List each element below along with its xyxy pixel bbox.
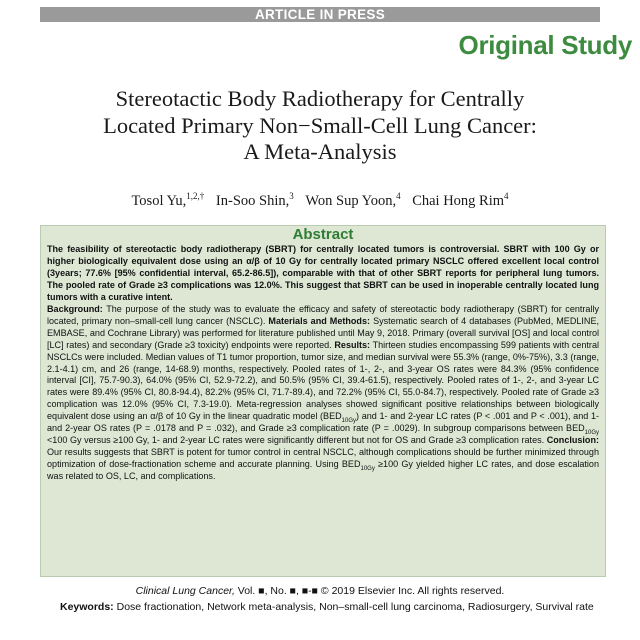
journal-name[interactable]: Clinical Lung Cancer, (135, 585, 235, 597)
title-line-3: A Meta-Analysis (243, 139, 397, 164)
title-line-1: Stereotactic Body Radiotherapy for Centrally (115, 86, 525, 111)
author[interactable] (305, 193, 400, 209)
author[interactable] (131, 193, 204, 209)
bed-subscript: 10Gy (360, 465, 375, 472)
background-label: Background: (47, 303, 103, 314)
abstract-heading: Abstract (292, 226, 354, 243)
abstract-body (47, 244, 599, 483)
author-list (20, 191, 620, 210)
section-label: Original Study (458, 30, 632, 60)
keywords-text: Dose fractionation, Network meta-analysis, Non–small-cell lung carcinoma, Radiosurgery, Survival rate (116, 601, 594, 613)
author-affiliation: 1,2,† (186, 191, 205, 201)
summary-line: SBRT reports for peripheral lung tumors. The pooled rate of Grade ≥3 complications was 12.0%. This suggest (47, 267, 600, 290)
methods-text: Systematic search of 4 databases (PubMed, MEDLINE, EMBASE, and Cochrane Library) was performed for literature published until May 9, 2018. Primary (overall survival [OS] and local control [LC] rates) and secondary (Grade ≥3 toxicity) endpoints were reported. (47, 315, 599, 350)
author-name: In-Soo Shin, (215, 192, 290, 209)
conclusion-text: Our results suggests that SBRT is potent for tumor control in central NSCLC, although complications should be further minimized through optimization of dose-fractionation scheme and accurate planning. Using BED (47, 447, 599, 470)
results-label: Results: (334, 339, 371, 350)
results-text: ) and 1- and 2-year LC rates (P < .001 and P < .001), and 1- and 2-year OS rates (P = .0178 and P = .032), and Grade ≥3 complication rate (P = .0029). In subgroup comparisons between BED (47, 411, 599, 434)
abstract-summary (47, 244, 599, 304)
title-line-2: Located Primary Non−Small-Cell Lung Cancer: (103, 112, 537, 138)
summary-line: 100 Gy or higher biologically equivalent dose using an α/β of 10 Gy for centrally located primary NSCLC offered (47, 244, 599, 266)
keywords-line (60, 601, 620, 613)
journal-citation (20, 585, 620, 597)
methods-label: Materials and Methods: (268, 315, 371, 326)
bed-subscript: 10Gy (584, 430, 599, 437)
author-name: Chai Hong Rim (412, 192, 505, 209)
citation-details: Vol. ■, No. ■, ■-■ © 2019 Elsevier Inc. All rights reserved. (234, 585, 505, 597)
summary-line: The feasibility of stereotactic body radiotherapy (SBRT) for centrally located tumors is controversial. SBRT with (47, 244, 551, 254)
author-affiliation: 4 (504, 191, 509, 201)
keywords-label: Keywords: (60, 601, 114, 613)
author-name: Tosol Yu, (131, 192, 187, 209)
summary-line: excellent local control (3years; 77.6% [95% confidential interval, 65.2-86.5]), comparable with that of other (47, 255, 599, 278)
author[interactable] (412, 193, 508, 209)
bed-subscript: 10Gy (341, 418, 357, 425)
author-name: Won Sup Yoon, (305, 192, 397, 209)
results-text: Thirteen studies encompassing 599 patients with central NSCLCs were included. Median values of T1 tumor proportion, tumor size, and median survival were 55.3% (range, 0%-75%), 3.3 (range, 2.1-4.1) cm, and 26 (range, 14-68.9) months, respectively. Pooled rates of 1-, 2-, and 3-year OS rates were 84.3% (95% confidence interval [CI], 75.7-90.3), 64.0% (95% CI, 52.9-72.2), and 50.5% (95% CI, 39.4-61.5), respectively. Pooled rates of 1-, 2-, and 3-year LC rates were 89.4% (95% CI, 80.8-94.4), 82.2% (95% CI, 71.7-89.4), and 72.2% (95% CI, 55.0-84.7), respectively. Pooled rate of Grade ≥3 complication was 12.0% (95% CI, 7.3-19.0). Meta-regression analyses showed significant positive relationships between biologically equivalent dose using an α/β of 10 Gy in the linear quadratic model (BED (47, 339, 599, 422)
conclusion-text: ≥100 Gy yielded higher LC rates, and dose escalation was related to OS, LC, and complications. (47, 459, 599, 482)
article-in-press-banner: ARTICLE IN PRESS (40, 7, 600, 22)
conclusion-label: Conclusion: (546, 435, 600, 446)
author-affiliation: 3 (289, 191, 294, 201)
abstract-structured (47, 304, 599, 483)
results-text: <100 Gy versus ≥100 Gy, 1- and 2-year LC rates were significantly different but not for OS and Grade ≥3 complication rates. (47, 435, 545, 446)
background-text: The purpose of the study was to evaluate the efficacy and safety of stereotactic body radiotherapy (SBRT) for centrally located, primary non–small-cell lung cancer (NSCLC). (47, 303, 599, 326)
summary-line: that SBRT can be used in inoperable centrally located lung tumors with a curative intent. (47, 279, 600, 302)
author-affiliation: 4 (396, 191, 401, 201)
article-title (20, 86, 620, 166)
author[interactable] (216, 193, 294, 209)
